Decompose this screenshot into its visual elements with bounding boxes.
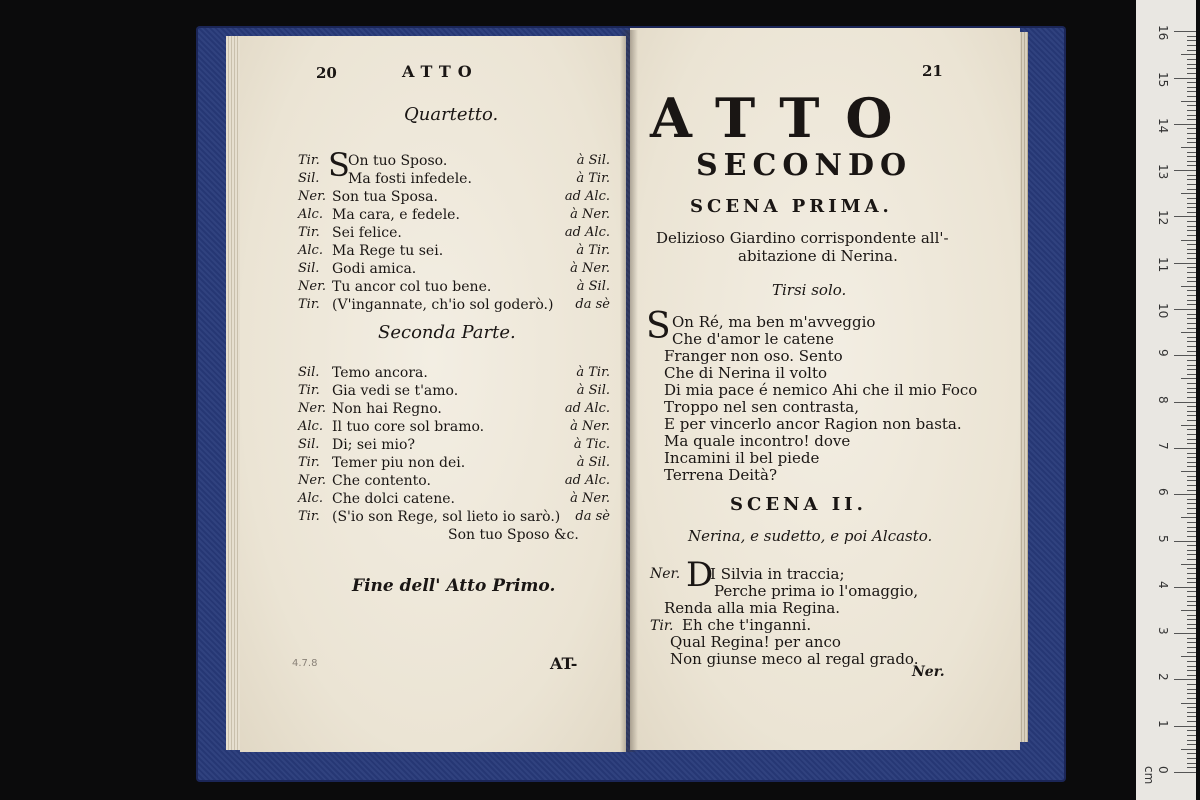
ruler-tick [1187, 652, 1196, 653]
ruler-tick [1187, 601, 1196, 602]
ruler-tick [1187, 45, 1196, 46]
ruler-tick [1187, 554, 1196, 555]
ruler-tick [1187, 156, 1196, 157]
ruler-tick [1187, 346, 1196, 347]
ruler-tick [1187, 203, 1196, 204]
ruler-tick [1187, 230, 1196, 231]
ruler-tick [1187, 712, 1196, 713]
ruler-label: 4 [1156, 580, 1170, 589]
second-part-block [298, 364, 610, 554]
ruler-tick [1174, 679, 1196, 680]
left-catchword: AT- [550, 654, 578, 673]
ruler-tick [1187, 582, 1196, 583]
monologue-line: Troppo nel sen contrasta, [664, 398, 859, 416]
ruler-tick [1187, 253, 1196, 254]
ruler-tick [1187, 462, 1196, 463]
ruler-tick [1187, 244, 1196, 245]
ruler-tick [1187, 411, 1196, 412]
ruler-tick [1187, 499, 1196, 500]
ruler-tick [1187, 189, 1196, 190]
ruler-tick [1187, 536, 1196, 537]
ruler-tick [1187, 110, 1196, 111]
ruler-tick [1187, 351, 1196, 352]
quartet-row: Sil. Ma fosti infedele. à Tir. [298, 171, 610, 187]
ruler-tick [1187, 503, 1196, 504]
ruler-tick [1187, 508, 1196, 509]
ruler-tick [1187, 258, 1196, 259]
dialogue-line-ner: I Silvia in traccia; [710, 565, 845, 583]
ruler-tick [1174, 31, 1196, 32]
ruler-label: 7 [1156, 441, 1170, 450]
ruler-tick [1187, 628, 1196, 629]
ruler-tick [1187, 179, 1196, 180]
second-part-row: Tir. Gia vedi se t'amo. à Sil. [298, 383, 610, 399]
scene-two-heading: SCENA II. [730, 494, 867, 515]
dialogue-line-tir: Qual Regina! per anco [670, 633, 841, 651]
ruler-label: 11 [1156, 256, 1170, 272]
ruler-tick [1187, 318, 1196, 319]
ruler-tick [1187, 730, 1196, 731]
ruler-tick [1187, 466, 1196, 467]
ruler-tick [1174, 263, 1196, 264]
ruler-tick [1187, 175, 1196, 176]
measuring-ruler [1136, 0, 1196, 800]
ruler-tick [1187, 485, 1196, 486]
ruler-tick [1187, 439, 1196, 440]
ruler-tick [1187, 138, 1196, 139]
left-page [240, 36, 626, 752]
monologue-line: Terrena Deità? [664, 466, 778, 484]
ruler-tick [1187, 596, 1196, 597]
ruler-label: 15 [1156, 71, 1170, 87]
ruler-tick [1181, 101, 1196, 102]
ruler-tick [1187, 207, 1196, 208]
ruler-tick [1187, 40, 1196, 41]
ruler-tick [1174, 494, 1196, 495]
ruler-tick [1187, 522, 1196, 523]
ruler-tick [1187, 295, 1196, 296]
quartet-title: Quartetto. [404, 104, 499, 125]
ruler-tick [1187, 105, 1196, 106]
scene-one-heading: SCENA PRIMA. [690, 196, 893, 217]
ruler-label: 9 [1156, 349, 1170, 357]
ruler-tick [1187, 82, 1196, 83]
ruler-tick [1181, 610, 1196, 611]
dialogue-drop-cap: D [686, 555, 714, 595]
ruler-tick [1187, 476, 1196, 477]
act-title: ATTO [650, 86, 919, 150]
ruler-tick [1187, 300, 1196, 301]
ruler-tick [1181, 147, 1196, 148]
ruler-tick [1187, 369, 1196, 370]
second-part-row: Sil. Temo ancora. à Tir. [298, 365, 610, 381]
monologue-line: Di mia pace é nemico Ahi che il mio Foco [664, 381, 978, 399]
ruler-tick [1187, 59, 1196, 60]
ruler-tick [1187, 670, 1196, 671]
ruler-tick [1181, 471, 1196, 472]
ruler-tick [1174, 448, 1196, 449]
monologue-line: Che di Nerina il volto [664, 364, 828, 382]
quartet-row: Tir. (V'ingannate, ch'io sol goderò.) da sè [298, 297, 610, 313]
ruler-tick [1174, 170, 1196, 171]
ruler-tick [1187, 415, 1196, 416]
monologue-line: Franger non oso. Sento [664, 347, 843, 365]
ruler-tick [1187, 360, 1196, 361]
ruler-tick [1187, 689, 1196, 690]
ruler-label: 2 [1156, 673, 1170, 682]
quartet-row: Tir. Sei felice. ad Alc. [298, 225, 610, 241]
ruler-tick [1187, 578, 1196, 579]
ruler-tick [1187, 36, 1196, 37]
second-part-row: Ner. Che contento. ad Alc. [298, 473, 610, 489]
ruler-tick [1181, 656, 1196, 657]
ruler-label: 12 [1156, 210, 1170, 226]
quartet-row: Sil. Godi amica. à Ner. [298, 261, 610, 277]
quartet-row: Alc. Ma cara, e fedele. à Ner. [298, 207, 610, 223]
pencil-mark: 4.7.8 [292, 658, 318, 669]
ruler-tick [1187, 115, 1196, 116]
ruler-tick [1181, 564, 1196, 565]
ruler-tick [1187, 383, 1196, 384]
ruler-tick [1187, 323, 1196, 324]
quartet-row: Ner. Son tua Sposa. ad Alc. [298, 189, 610, 205]
ruler-tick [1187, 388, 1196, 389]
ruler-tick [1187, 68, 1196, 69]
ruler-tick [1187, 328, 1196, 329]
monologue-line: On Ré, ma ben m'avveggio [672, 313, 876, 331]
monologue-line: Incamini il bel piede [664, 449, 820, 467]
ruler-tick [1187, 531, 1196, 532]
monologue-line: E per vincerlo ancor Ragion non basta. [664, 415, 962, 433]
ruler-tick [1187, 675, 1196, 676]
ruler-tick [1187, 420, 1196, 421]
ruler-label: 5 [1156, 534, 1170, 543]
ruler-tick [1174, 726, 1196, 727]
quartet-drop-cap: S [328, 146, 350, 184]
ruler-tick [1187, 605, 1196, 606]
left-page-number: 20 [316, 64, 337, 82]
ruler-tick [1174, 216, 1196, 217]
quartet-row: Alc. Ma Rege tu sei. à Tir. [298, 243, 610, 259]
ruler-tick [1187, 758, 1196, 759]
second-part-row: Alc. Il tuo core sol bramo. à Ner. [298, 419, 610, 435]
ruler-label: 14 [1156, 117, 1170, 134]
ruler-tick [1174, 355, 1196, 356]
ruler-tick [1187, 490, 1196, 491]
ruler-label: 0 cm [1142, 766, 1170, 785]
ruler-tick [1187, 480, 1196, 481]
ruler-tick [1174, 402, 1196, 403]
ruler-tick [1187, 337, 1196, 338]
ruler-tick [1187, 397, 1196, 398]
ruler-tick [1187, 184, 1196, 185]
ruler-tick [1181, 749, 1196, 750]
second-part-row: Sil. Di; sei mio? à Tic. [298, 437, 610, 453]
ruler-tick [1187, 527, 1196, 528]
ruler-tick [1187, 707, 1196, 708]
second-part-row: Alc. Che dolci catene. à Ner. [298, 491, 610, 507]
ruler-tick [1187, 721, 1196, 722]
ruler-tick [1187, 545, 1196, 546]
ruler-tick [1187, 666, 1196, 667]
ruler-tick [1187, 221, 1196, 222]
quartet-row: Tir. On tuo Sposo. à Sil. [298, 153, 610, 169]
ruler-tick [1174, 633, 1196, 634]
ruler-tick [1187, 212, 1196, 213]
ruler-tick [1187, 165, 1196, 166]
setting-line-1: Delizioso Giardino corrispondente all'- [656, 229, 949, 247]
right-page-number: 21 [922, 62, 943, 80]
ruler-tick [1187, 573, 1196, 574]
ruler-tick [1174, 124, 1196, 125]
ruler-tick [1187, 550, 1196, 551]
ruler-tick [1187, 272, 1196, 273]
monologue-line: Che d'amor le catene [672, 330, 834, 348]
dialogue-line-tir: Non giunse meco al regal grado. [670, 650, 919, 668]
closing-line: Son tuo Sposo &c. [448, 527, 579, 543]
ruler-tick [1187, 96, 1196, 97]
ruler-tick [1187, 693, 1196, 694]
ruler-tick [1174, 78, 1196, 79]
quartet-row: Ner. Tu ancor col tuo bene. à Sil. [298, 279, 610, 295]
ruler-tick [1187, 91, 1196, 92]
monologue-drop-cap: S [646, 306, 671, 347]
ruler-tick [1187, 767, 1196, 768]
ruler-tick [1187, 277, 1196, 278]
ruler-tick [1181, 193, 1196, 194]
monologue-line: Ma quale incontro! dove [664, 432, 851, 450]
ruler-tick [1181, 378, 1196, 379]
ruler-tick [1187, 638, 1196, 639]
ruler-tick [1174, 541, 1196, 542]
book-gutter [620, 30, 638, 752]
ruler-label: 10 [1156, 303, 1170, 319]
ruler-tick [1187, 453, 1196, 454]
act-subtitle: SECONDO [696, 148, 913, 183]
solo-note: Tirsi solo. [772, 281, 847, 299]
ruler-label: 8 [1156, 395, 1170, 404]
speaker-tir: Tir. [650, 618, 674, 634]
ruler-tick [1187, 698, 1196, 699]
ruler-label: 6 [1156, 488, 1170, 496]
left-running-head: ATTO [402, 62, 479, 81]
ruler-tick [1187, 365, 1196, 366]
ruler-tick [1187, 559, 1196, 560]
ruler-tick [1181, 703, 1196, 704]
ruler-tick [1181, 286, 1196, 287]
ruler-tick [1187, 87, 1196, 88]
ruler-tick [1187, 568, 1196, 569]
ruler-tick [1187, 684, 1196, 685]
second-part-row: Tir. Temer piu non dei. à Sil. [298, 455, 610, 471]
ruler-tick [1187, 267, 1196, 268]
ruler-tick [1174, 587, 1196, 588]
ruler-label: 13 [1156, 164, 1170, 180]
ruler-tick [1181, 54, 1196, 55]
ruler-tick [1187, 374, 1196, 375]
ruler-tick [1187, 513, 1196, 514]
ruler-tick [1187, 198, 1196, 199]
ruler-tick [1187, 64, 1196, 65]
ruler-tick [1187, 128, 1196, 129]
ruler-tick [1187, 740, 1196, 741]
dialogue-line-ner: Renda alla mia Regina. [664, 599, 841, 617]
scene-two-note: Nerina, e sudetto, e poi Alcasto. [688, 527, 933, 545]
ruler-label: 3 [1156, 627, 1170, 635]
ruler-tick [1187, 661, 1196, 662]
ruler-tick [1187, 624, 1196, 625]
dialogue-line-tir: Eh che t'inganni. [682, 616, 812, 634]
ruler-tick [1187, 73, 1196, 74]
ruler-tick [1187, 647, 1196, 648]
ruler-label: 1 [1156, 719, 1170, 728]
right-catchword: Ner. [912, 664, 945, 680]
ruler-tick [1187, 619, 1196, 620]
setting-line-2: abitazione di Nerina. [738, 247, 898, 265]
ruler-tick [1187, 642, 1196, 643]
second-part-row: Tir. (S'io son Rege, sol lieto io sarò.) da sè [298, 509, 610, 525]
dialogue-line-ner: Perche prima io l'omaggio, [714, 582, 919, 600]
quartet-block [298, 146, 610, 322]
ruler-tick [1187, 50, 1196, 51]
ruler-tick [1187, 249, 1196, 250]
ruler-tick [1187, 304, 1196, 305]
speaker-ner: Ner. [650, 566, 681, 582]
second-part-row: Ner. Non hai Regno. ad Alc. [298, 401, 610, 417]
ruler-tick [1187, 457, 1196, 458]
ruler-tick [1174, 772, 1196, 773]
ruler-tick [1187, 716, 1196, 717]
ruler-tick [1187, 290, 1196, 291]
ruler-tick [1187, 341, 1196, 342]
ruler-tick [1187, 744, 1196, 745]
second-part-title: Seconda Parte. [378, 322, 516, 343]
ruler-tick [1187, 119, 1196, 120]
ruler-tick [1187, 226, 1196, 227]
ruler-tick [1187, 392, 1196, 393]
ruler-tick [1187, 429, 1196, 430]
ruler-tick [1187, 591, 1196, 592]
ruler-tick [1187, 133, 1196, 134]
ruler-tick [1187, 314, 1196, 315]
ruler-tick [1181, 240, 1196, 241]
end-of-act: Fine dell' Atto Primo. [352, 576, 556, 596]
ruler-tick [1187, 142, 1196, 143]
ruler-tick [1187, 763, 1196, 764]
ruler-tick [1187, 735, 1196, 736]
ruler-tick [1187, 281, 1196, 282]
ruler-tick [1187, 434, 1196, 435]
ruler-tick [1187, 406, 1196, 407]
ruler-tick [1187, 152, 1196, 153]
ruler-tick [1187, 443, 1196, 444]
ruler-tick [1181, 517, 1196, 518]
ruler-tick [1187, 161, 1196, 162]
ruler-label: 16 [1156, 25, 1170, 41]
ruler-tick [1181, 425, 1196, 426]
ruler-tick [1187, 753, 1196, 754]
right-page [630, 28, 1020, 750]
ruler-tick [1187, 235, 1196, 236]
ruler-tick [1181, 332, 1196, 333]
ruler-tick [1174, 309, 1196, 310]
ruler-tick [1187, 615, 1196, 616]
